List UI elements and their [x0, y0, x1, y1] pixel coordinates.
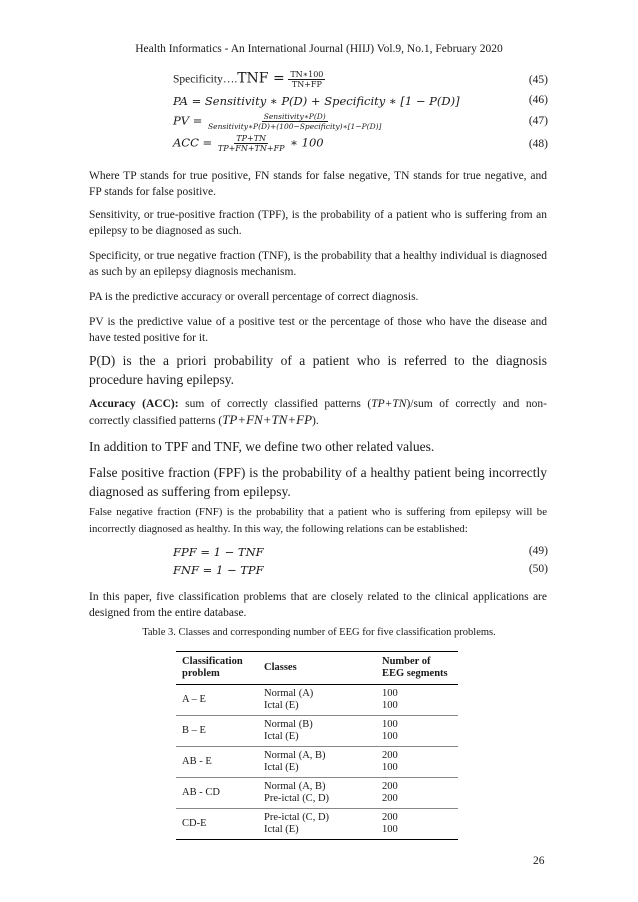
accuracy-term: Accuracy (ACC): — [89, 398, 179, 410]
problem-cell: A – E — [176, 685, 258, 716]
paragraph-specificity: Specificity, or true negative fraction (TNF), is the probability that a healthy individual is diagnosed as such by an epilepsy diagnosis mechanism. — [89, 250, 547, 278]
eq48-numerator: TP+TN — [236, 134, 267, 143]
class-line: Normal (A, B) — [264, 781, 326, 792]
eq46-text: PA = Sensitivity ∗ P(D) + Specificity ∗ [1 − P(D)] — [173, 94, 460, 108]
accuracy-text-3: ). — [312, 415, 319, 427]
eq45-numerator: TN∗100 — [290, 70, 324, 79]
eq49-text: FPF = 1 − TNF — [173, 545, 264, 559]
count-line: 200 — [382, 750, 398, 761]
count-line: 100 — [382, 700, 398, 711]
paragraph-fnf: False negative fraction (FNF) is the probability that a patient who is suffering from epilepsy will be incorrectly diagnosed as healthy. In this way, the following relations can be established: — [89, 506, 547, 535]
table-row — [176, 716, 458, 747]
running-header: Health Informatics - An International Journal (HIIJ) Vol.9, No.1, February 2020 — [135, 43, 503, 55]
paragraph-sensitivity: Sensitivity, or true-positive fraction (TPF), is the probability of a patient who is suffering from an epilepsy to be diagnosed as such. — [89, 209, 547, 237]
table-caption: Table 3. Classes and corresponding number of EEG for five classification problems. — [142, 627, 496, 638]
eq45-prefix: Specificity…. — [173, 73, 238, 86]
eq47-denominator: Sensitivity∗P(D)+(100−Specificity)∗[1−P(D)] — [208, 122, 382, 131]
class-line: Normal (A) — [264, 688, 314, 699]
accuracy-text-1: sum of correctly classified patterns ( — [178, 398, 372, 410]
count-line: 100 — [382, 688, 398, 699]
eq47-numerator: Sensitivity∗P(D) — [263, 112, 326, 121]
header-classes: Classes — [258, 652, 376, 685]
eq45-fraction — [288, 70, 325, 89]
count-cell — [376, 747, 458, 778]
paragraph-definitions: Where TP stands for true positive, FN stands for false negative, TN stands for true negative, and FP stands for false positive. — [89, 170, 547, 198]
class-line: Normal (A, B) — [264, 750, 326, 761]
class-line: Ictal (E) — [264, 700, 299, 711]
table-row — [176, 778, 458, 809]
header-problem: Classification problem — [176, 652, 258, 685]
page-number: 26 — [533, 855, 545, 867]
paragraph-pa: PA is the predictive accuracy or overall percentage of correct diagnosis. — [89, 291, 419, 303]
count-cell — [376, 716, 458, 747]
classes-cell — [258, 716, 376, 747]
count-cell — [376, 685, 458, 716]
count-line: 200 — [382, 793, 398, 804]
class-line: Normal (B) — [264, 719, 313, 730]
eq48-denominator: TP+FN+TN+FP — [217, 144, 285, 153]
table-row — [176, 747, 458, 778]
paragraph-classification: In this paper, five classification problems that are closely related to the clinical applications are designed from the entire database. — [89, 591, 547, 619]
classes-cell — [258, 778, 376, 809]
count-line: 100 — [382, 824, 398, 835]
equation-45 — [173, 70, 548, 94]
problem-cell: AB - E — [176, 747, 258, 778]
count-cell — [376, 778, 458, 809]
equation-block-49-50 — [173, 545, 548, 581]
problem-cell: B – E — [176, 716, 258, 747]
equation-47 — [173, 112, 548, 134]
equation-block-45-48 — [173, 70, 548, 156]
count-line: 100 — [382, 731, 398, 742]
paragraph-pv: PV is the predictive value of a positive test or the percentage of those who have the disease and have tested positive for it. — [89, 316, 547, 344]
class-line: Ictal (E) — [264, 762, 299, 773]
count-line: 100 — [382, 719, 398, 730]
eq48-rest: ∗ 100 — [290, 135, 324, 150]
eq46-number: (46) — [528, 94, 548, 106]
paragraph-pd: P(D) is the a priori probability of a patient who is referred to the diagnosis procedure having epilepsy. — [89, 353, 547, 387]
eq50-number: (50) — [528, 563, 548, 575]
eq47-number: (47) — [528, 115, 548, 127]
class-line: Ictal (E) — [264, 731, 299, 742]
class-line: Ictal (E) — [264, 824, 299, 835]
count-line: 200 — [382, 781, 398, 792]
table-row — [176, 809, 458, 840]
accuracy-text-2: )/sum of correctly and non-correctly classified patterns ( — [89, 398, 547, 427]
accuracy-formula-1: TP+TN — [371, 398, 407, 410]
eq45-denominator: TN+FP — [291, 80, 322, 89]
paragraph-accuracy — [89, 396, 547, 429]
problem-cell: AB - CD — [176, 778, 258, 809]
eq45-lhs: TNF = — [237, 70, 285, 87]
table-row — [176, 685, 458, 716]
equation-48 — [173, 134, 548, 156]
header-count: Number of EEG segments — [376, 652, 458, 685]
eq47-lhs: PV = — [173, 113, 203, 128]
eq48-number: (48) — [528, 138, 548, 150]
eq47-fraction — [206, 112, 383, 131]
eq48-lhs: ACC = — [173, 135, 213, 150]
eq50-text: FNF = 1 − TPF — [173, 563, 264, 577]
eq48-fraction — [216, 134, 287, 153]
equation-50 — [173, 563, 548, 581]
classification-table — [176, 651, 458, 840]
count-cell — [376, 809, 458, 840]
accuracy-formula-2: TP+FN+TN+FP — [222, 412, 313, 427]
class-line: Pre-ictal (C, D) — [264, 812, 330, 823]
count-line: 100 — [382, 762, 398, 773]
classes-cell — [258, 809, 376, 840]
equation-46 — [173, 94, 548, 112]
paragraph-related-values: In addition to TPF and TNF, we define two other related values. — [89, 439, 435, 454]
paragraph-fpf: False positive fraction (FPF) is the probability of a healthy patient being incorrectly diagnosed as suffering from epilepsy. — [89, 465, 547, 499]
table-header-row — [176, 652, 458, 685]
classes-cell — [258, 747, 376, 778]
class-line: Pre-ictal (C, D) — [264, 793, 330, 804]
count-line: 200 — [382, 812, 398, 823]
equation-49 — [173, 545, 548, 563]
eq45-number: (45) — [528, 74, 548, 86]
eq49-number: (49) — [528, 545, 548, 557]
problem-cell: CD-E — [176, 809, 258, 840]
classes-cell — [258, 685, 376, 716]
